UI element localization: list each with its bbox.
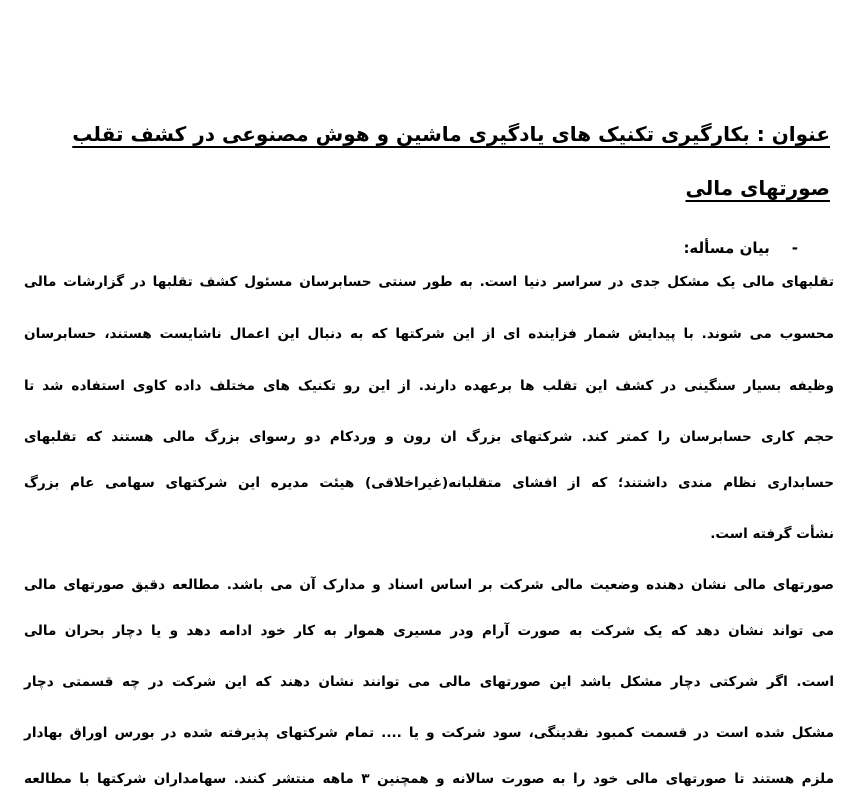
paragraph-2-line-5: ملزم هستند تا صورتهای مالی خود را به صورت سالانه و همچنین ۳ ماهه منتشر کنند. سهامداران شرکتها با مطالعه xyxy=(24,771,835,787)
bullet-dash: - xyxy=(791,239,798,257)
section-heading xyxy=(683,235,798,261)
paragraph-1-line-5: حسابداری نظام مندی داشتند؛ که از افشای متقلبانه(غیراخلاقی) هیئت مدیره این شرکتهای سهامی عام بزرگ xyxy=(24,475,834,491)
title-text-2: صورتهای مالی xyxy=(685,176,830,200)
paragraph-1-line-6: نشأت گرفته است. xyxy=(710,526,834,542)
document-title-line-1 xyxy=(50,119,830,149)
paragraph-1-line-3: وظیفه بسیار سنگینی در کشف این تقلب ها برعهده دارند. از این رو تکنیک های مختلف داده کاوی استفاده شد تا xyxy=(24,378,834,394)
document-title-line-2 xyxy=(50,173,830,203)
paragraph-1-line-1: تقلبهای مالی یک مشکل جدی در سراسر دنیا است. به طور سنتی حسابرسان مسئول کشف تقلبها در گزارشات مالی xyxy=(24,274,834,290)
title-text-1: عنوان : بکارگیری تکنیک های یادگیری ماشین و هوش مصنوعی در کشف تقلب xyxy=(72,122,830,146)
paragraph-1-line-4: حجم کاری حسابرسان را کمتر کند. شرکتهای بزرگ ان رون و وردکام دو رسوای بزرگ مالی هستند که تقلبهای xyxy=(24,429,834,445)
paragraph-2-line-2: می تواند نشان دهد که یک شرکت به صورت آرام ودر مسیری هموار به کار خود ادامه دهد و یا دچار بحران مالی xyxy=(24,623,834,639)
paragraph-2-line-1: صورتهای مالی نشان دهنده وضعیت مالی شرکت بر اساس اسناد و مدارک آن می باشد. مطالعه دقیق صورتهای مالی xyxy=(24,577,834,593)
paragraph-2-line-3: است. اگر شرکتی دچار مشکل باشد این صورتهای مالی می توانند نشان دهند که این شرکت در چه قسمتی دچار xyxy=(24,674,834,690)
section-heading-text: بیان مسأله: xyxy=(683,239,770,257)
paragraph-2-line-4: مشکل شده است در قسمت کمبود نقدینگی، سود شرکت و یا .... تمام شرکتهای پذیرفته شده در بورس اوراق بهادار xyxy=(24,725,834,741)
paragraph-1-line-2: محسوب می شوند. با پیدایش شمار فزاینده ای از این شرکتها که به دنبال این اعمال ناشایست هستند، حسابرسان xyxy=(24,326,834,342)
